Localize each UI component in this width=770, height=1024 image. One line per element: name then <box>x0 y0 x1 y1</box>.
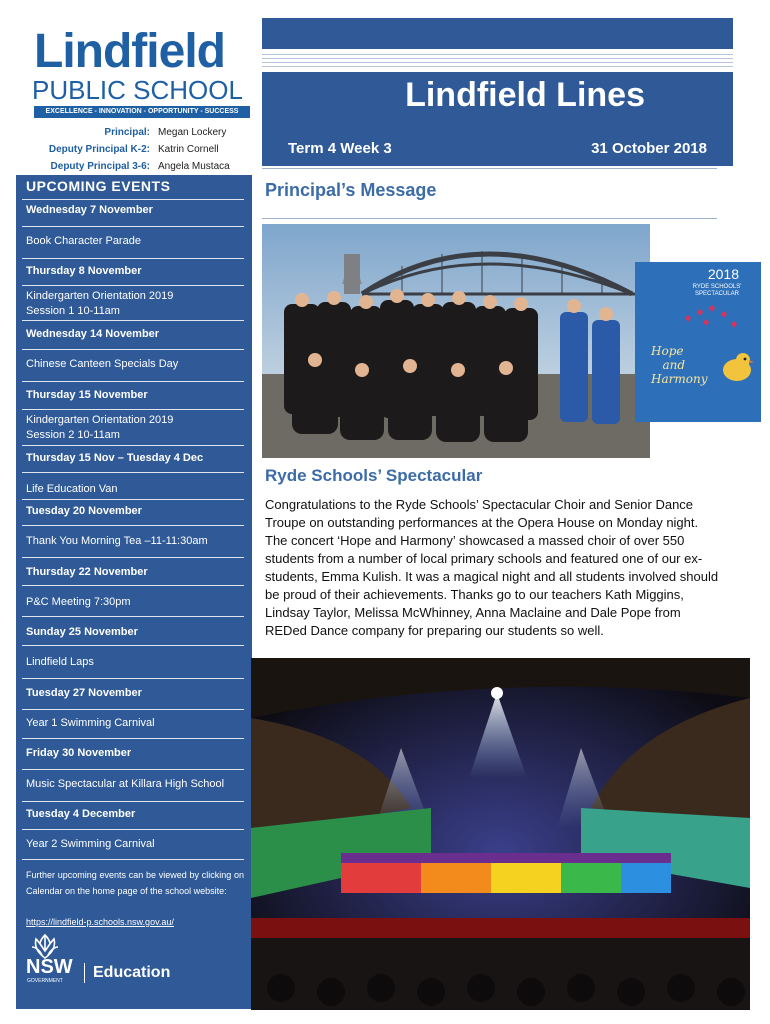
divider <box>22 616 244 617</box>
event-name: Music Spectacular at Killara High School <box>26 778 225 790</box>
divider <box>22 285 244 286</box>
event-name: Year 2 Swimming Carnival <box>26 838 155 850</box>
event-date: Tuesday 27 November <box>26 687 142 699</box>
programme-cover-image <box>635 262 761 422</box>
upcoming-events-title: UPCOMING EVENTS <box>26 178 171 194</box>
school-logo <box>30 26 252 118</box>
event-name: Chinese Canteen Specials Day <box>26 358 179 370</box>
term-week: Term 4 Week 3 <box>288 140 392 157</box>
event-date: Wednesday 7 November <box>26 204 153 216</box>
event-date: Wednesday 14 November <box>26 328 160 340</box>
opera-house-concert-photo <box>251 658 750 1010</box>
students-harbour-bridge-photo <box>262 224 650 458</box>
event-time: Session 2 10-11am <box>26 429 120 441</box>
divider <box>22 472 244 473</box>
logo-word-lindfield: Lindfield <box>34 25 225 78</box>
divider <box>22 769 244 770</box>
ryde-spectacular-body: Congratulations to the Ryde Schools’ Spectacular Choir and Senior Dance Troupe on outstanding performances at the Opera House on Monday night. The concert ‘Hope and Harmony’ showcased a massed choir of over 550 students from a number of local primary schools and featured one of our ex-students, Emma Kulish. It was a magical night and all students involved should be proud of their achievements. Thanks go to our teachers Kath Miggins, Lindsay Taylor, Melissa McWhinney, Anna Maclaine and Dale Pope from REDed Dance company for preparing our students so well. <box>265 497 719 638</box>
event-name: P&C Meeting 7:30pm <box>26 596 131 608</box>
event-date: Friday 30 November <box>26 747 132 759</box>
divider <box>262 218 717 219</box>
divider <box>22 709 244 710</box>
upcoming-events-sidebar <box>16 175 252 1009</box>
nsw-wordmark: NSW <box>26 956 73 978</box>
divider <box>22 585 244 586</box>
staff-row <box>20 141 252 158</box>
staff-name: Megan Lockery <box>158 127 227 138</box>
bird-icon <box>719 350 755 384</box>
staff-role: Principal: <box>104 127 150 138</box>
principal-message-heading: Principal’s Message <box>265 180 437 200</box>
divider <box>22 199 244 200</box>
logo-tagline: EXCELLENCE - INNOVATION - OPPORTUNITY - SUCCESS <box>34 106 250 118</box>
event-name: Kindergarten Orientation 2019 <box>26 290 174 302</box>
event-time: Session 1 10-11am <box>26 305 120 317</box>
event-name: Thank You Morning Tea –11-11:30am <box>26 535 208 547</box>
divider <box>22 499 244 500</box>
divider <box>22 645 244 646</box>
cover-hand-word: Harmony <box>651 372 708 386</box>
newsletter-header <box>262 72 733 166</box>
government-label: GOVERNMENT <box>27 978 63 984</box>
divider <box>22 349 244 350</box>
cover-subtitle: RYDE SCHOOLS' SPECTACULAR <box>692 284 742 297</box>
event-date: Thursday 15 November <box>26 389 148 401</box>
divider <box>22 226 244 227</box>
event-date: Thursday 8 November <box>26 265 142 277</box>
newsletter-title: Lindfield Lines <box>405 76 645 114</box>
header-rule-lines <box>262 54 733 66</box>
issue-date: 31 October 2018 <box>591 140 707 157</box>
staff-row <box>20 158 252 175</box>
events-note: Further upcoming events can be viewed by clicking on Calendar on the home page of the school website: <box>26 870 244 896</box>
event-name: Life Education Van <box>26 483 118 495</box>
divider <box>22 829 244 830</box>
cover-hand-word: and <box>662 358 686 372</box>
divider <box>22 738 244 739</box>
event-name: Lindfield Laps <box>26 656 94 668</box>
education-label: Education <box>84 963 170 983</box>
hearts-icon <box>675 298 745 338</box>
event-date: Tuesday 4 December <box>26 808 136 820</box>
divider <box>262 168 717 169</box>
logo-word-public-school: PUBLIC SCHOOL <box>32 75 243 105</box>
divider <box>22 258 244 259</box>
staff-role: Deputy Principal 3-6: <box>50 161 150 172</box>
divider <box>22 859 244 860</box>
divider <box>22 381 244 382</box>
nsw-education-logo <box>24 933 174 993</box>
event-name: Year 1 Swimming Carnival <box>26 717 155 729</box>
divider <box>22 678 244 679</box>
staff-name: Katrin Cornell <box>158 144 219 155</box>
ryde-spectacular-heading: Ryde Schools’ Spectacular <box>265 466 483 485</box>
staff-list <box>20 124 252 175</box>
divider <box>22 320 244 321</box>
cover-hand-word: Hope <box>651 344 684 358</box>
header-top-bar <box>262 18 733 49</box>
cover-year: 2018 <box>707 266 739 282</box>
event-date: Sunday 25 November <box>26 626 138 638</box>
event-date: Tuesday 20 November <box>26 505 142 517</box>
event-name: Book Character Parade <box>26 235 141 247</box>
staff-name: Angela Mustaca <box>158 161 230 172</box>
event-date: Thursday 15 Nov – Tuesday 4 Dec <box>26 452 204 464</box>
divider <box>22 801 244 802</box>
event-date: Thursday 22 November <box>26 566 148 578</box>
event-name: Kindergarten Orientation 2019 <box>26 414 174 426</box>
divider <box>22 409 244 410</box>
staff-role: Deputy Principal K-2: <box>48 144 150 155</box>
school-website-link[interactable]: https://lindfield-p.schools.nsw.gov.au/ <box>26 917 174 927</box>
divider <box>22 445 244 446</box>
divider <box>22 525 244 526</box>
divider <box>22 557 244 558</box>
staff-row <box>20 124 252 141</box>
